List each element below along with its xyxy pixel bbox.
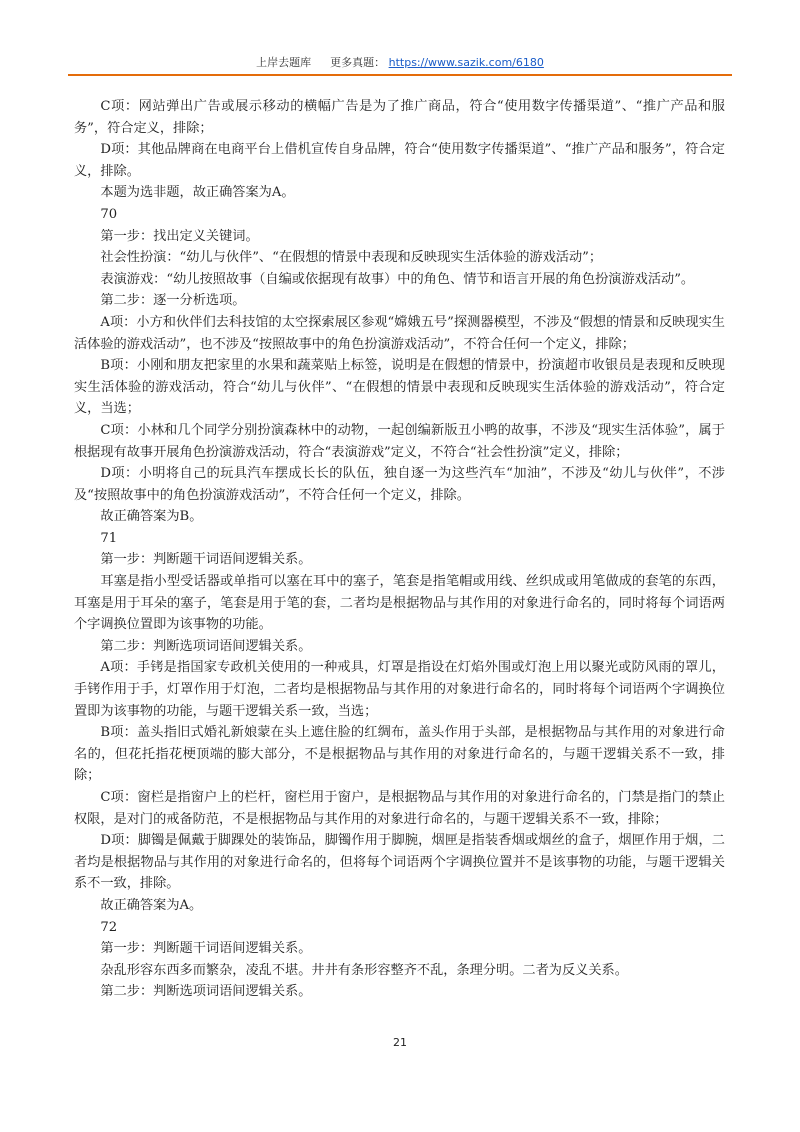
paragraph: 第一步：判断题干词语间逻辑关系。 [100, 941, 312, 957]
paragraph: 杂乱形容东西多而繁杂，凌乱不堪。井井有条形容整齐不乱，条理分明。二者为反义关系。 [100, 962, 628, 978]
question-number: 72 [100, 919, 118, 935]
paragraph: D项：脚镯是佩戴于脚踝处的装饰品，脚镯作用于脚腕，烟匣是指装香烟或烟丝的盒子，烟匣作用于烟，二者均是根据物品与其作用的对象进行命名的，但将每个词语两个字调换位置并不是该事物的功能，与题干逻辑关系不一致，排除。 [74, 833, 725, 892]
paragraph: 耳塞是指小型受话器或单指可以塞在耳中的塞子，笔套是指笔帽或用线、丝织成或用笔做成的套笔的东西，耳塞是用于耳朵的塞子，笔套是用于笔的套，二者均是根据物品与其作用的对象进行命名的，同时将每个词语两个字调换位置即为该事物的功能。 [74, 574, 725, 633]
paragraph: B项：盖头指旧式婚礼新娘蒙在头上遮住脸的红绸布，盖头作用于头部，是根据物品与其作用的对象进行命名的，但花托指花梗顶端的膨大部分，不是根据物品与其作用的对象进行命名的，与题干逻辑关系不一致，排除； [74, 725, 725, 784]
paragraph: D项：其他品牌商在电商平台上借机宣传自身品牌，符合“使用数字传播渠道”、“推广产品和服务”，符合定义，排除。 [74, 142, 725, 179]
paragraph: 第二步：判断选项词语间逻辑关系。 [100, 638, 312, 654]
question-number: 70 [100, 206, 118, 222]
paragraph: B项：小刚和朋友把家里的水果和蔬菜贴上标签，说明是在假想的情景中，扮演超市收银员是表现和反映现实生活体验的游戏活动，符合“幼儿与伙伴”、“在假想的情景中表现和反映现实生活体验的游戏活动”，符合定义，当选； [74, 358, 725, 417]
header-url-link[interactable]: https://www.sazik.com/6180 [388, 56, 544, 69]
paragraph: D项：小明将自己的玩具汽车摆成长长的队伍，独自逐一为这些汽车“加油”，不涉及“幼儿与伙伴”，不涉及“按照故事中的角色扮演游戏活动”，不符合任何一个定义，排除。 [74, 466, 725, 503]
question-number: 71 [100, 530, 118, 546]
paragraph: A项：手铐是指国家专政机关使用的一种戒具，灯罩是指设在灯焰外围或灯泡上用以聚光或防风雨的罩儿，手铐作用于手，灯罩作用于灯泡，二者均是根据物品与其作用的对象进行命名的，同时将每个词语两个字调换位置即为该事物的功能，与题干逻辑关系一致，当选； [74, 660, 725, 719]
paragraph: 社会性扮演：“幼儿与伙伴”、“在假想的情景中表现和反映现实生活体验的游戏活动”； [100, 250, 603, 266]
paragraph: C项：窗栏是指窗户上的栏杆，窗栏用于窗户，是根据物品与其作用的对象进行命名的，门禁是指门的禁止权限，是对门的戒备防范，不是根据物品与其作用的对象进行命名的，与题干逻辑关系不一致，排除； [74, 790, 725, 827]
paragraph: 第二步：逐一分析选项。 [100, 293, 246, 309]
paragraph: C项：网站弹出广告或展示移动的横幅广告是为了推广商品，符合“使用数字传播渠道”、“推广产品和服务”，符合定义，排除； [74, 99, 725, 136]
paragraph: 表演游戏：“幼儿按照故事（自编或依据现有故事）中的角色、情节和语言开展的角色扮演游戏活动”。 [100, 271, 695, 287]
paragraph: 故正确答案为B。 [100, 509, 203, 525]
header-site-name: 上岸去题库 [256, 56, 312, 69]
page-header [0, 54, 800, 70]
paragraph: C项：小林和几个同学分别扮演森林中的动物，一起创编新版丑小鸭的故事，不涉及“现实生活体验”，属于根据现有故事开展角色扮演游戏活动，符合“表演游戏”定义，不符合“社会性扮演”定义，排除； [74, 422, 725, 460]
paragraph: A项：小方和伙伴们去科技馆的太空探索展区参观“嫦娥五号”探测器模型，不涉及“假想的情景和反映现实生活体验的游戏活动”，也不涉及“按照故事中的角色扮演游戏活动”，不符合任何一个定义，排除； [74, 314, 725, 352]
paragraph: 第一步：找出定义关键词。 [100, 228, 259, 244]
header-more-label: 更多真题： [330, 56, 386, 69]
paragraph: 本题为选非题，故正确答案为A。 [100, 185, 295, 201]
header-divider [68, 74, 732, 76]
document-body [74, 96, 725, 1003]
paragraph: 第一步：判断题干词语间逻辑关系。 [100, 552, 312, 568]
paragraph: 故正确答案为A。 [100, 897, 203, 913]
paragraph: 第二步：判断选项词语间逻辑关系。 [100, 984, 312, 1000]
page-number: 21 [393, 1036, 407, 1049]
